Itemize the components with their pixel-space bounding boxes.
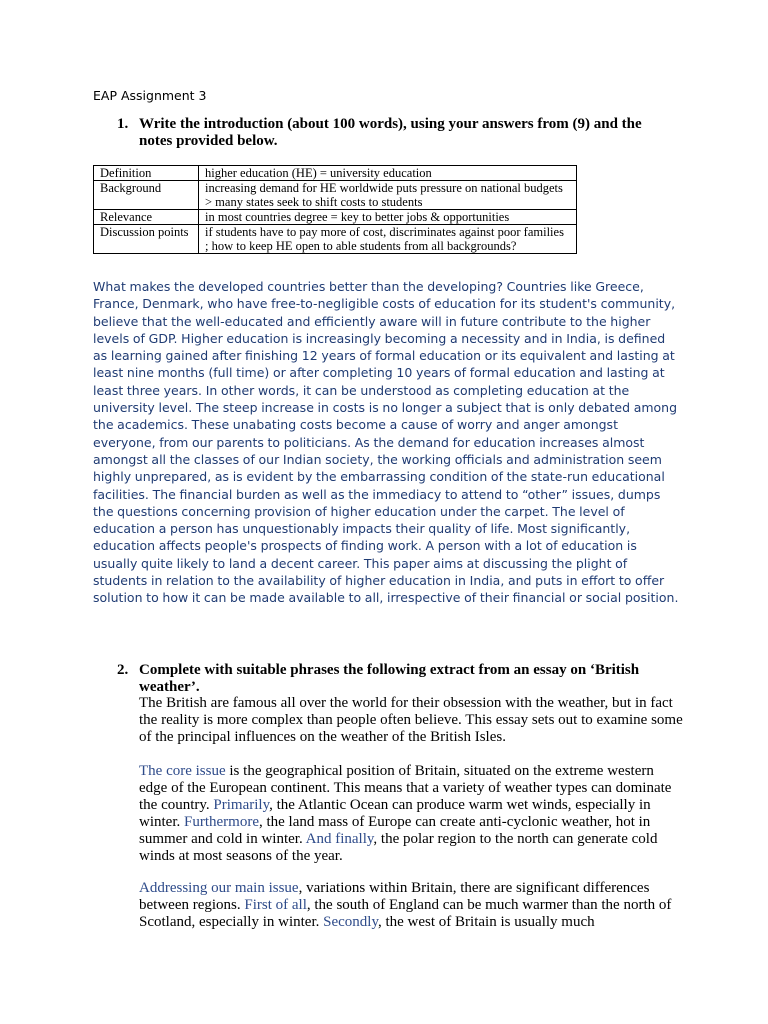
question-1-number: 1. [117,116,129,132]
essay-text: , the west of Britain is usually much [377,914,595,930]
row-value: in most countries degree = key to better jobs & opportunities [199,210,577,225]
essay-text: , the south of England can be much warmer than the north of Scotland, especially in winter. [139,897,672,930]
filled-phrase: Addressing our main issue [139,880,299,896]
row-label: Definition [94,166,199,181]
filled-phrase: Secondly [323,914,378,930]
row-label: Discussion points [94,225,199,254]
question-1-text: Write the introduction (about 100 words), using your answers from (9) and the notes provided below. [139,116,642,149]
document-header: EAP Assignment 3 [93,88,207,103]
essay-text: , the land mass of Europe can create anti-cyclonic weather, hot in summer and cold in winter. [139,814,651,847]
table-row [94,210,577,225]
essay-text: , variations within Britain, there are significant differences between regions. [139,880,650,913]
table-row [94,181,577,210]
filled-phrase: And finally [305,831,374,847]
row-value: higher education (HE) = university education [199,166,577,181]
essay-paragraph-3 [139,880,684,931]
filled-phrase: Furthermore [184,814,259,830]
essay-text: is the geographical position of Britain, situated on the extreme western edge of the European continent. This means that a variety of weather types can dominate the country. [139,763,672,813]
question-2 [117,662,677,696]
question-1 [117,116,677,150]
filled-phrase: The core issue [139,763,226,779]
essay-paragraph-1: The British are famous all over the world for their obsession with the weather, but in fact the reality is more complex than people often believe. This essay sets out to examine some of the principal influences on the weather of the British Isles. [139,695,683,745]
essay-paragraph-2 [139,763,684,865]
essay-text: , the Atlantic Ocean can produce warm wet winds, especially in winter. [139,797,651,830]
table-row [94,166,577,181]
essay-text: , the polar region to the north can generate cold winds at most seasons of the year. [139,831,658,864]
row-label: Background [94,181,199,210]
filled-phrase: Primarily [213,797,270,813]
filled-phrase: First of all [244,897,307,913]
question-2-number: 2. [117,662,129,678]
row-value: increasing demand for HE worldwide puts pressure on national budgets > many states seek to shift costs to students [199,181,577,210]
notes-table [93,165,577,254]
table-row [94,225,577,254]
row-label: Relevance [94,210,199,225]
row-value: if students have to pay more of cost, discriminates against poor families ; how to keep HE open to able students from all backgrounds? [199,225,577,254]
answer-1-paragraph: What makes the developed countries better than the developing? Countries like Greece, France, Denmark, who have free-to-negligible costs of education for its student's community, believe that the well-educated and efficiently aware will in future contribute to the higher levels of GDP. Higher education is increasingly becoming a necessity and in India, is defined as learning gained after finishing 12 years of formal education or its equivalent and lasting at least nine months (full time) or after completing 10 years of formal education and lasting at least three years. In other words, it can be understood as completing education at the university level. The steep increase in costs is no longer a subject that is only debated among the academics. These unabating costs become a cause of worry and anger amongst everyone, from our parents to politicians. As the demand for education increases almost amongst all the classes of our Indian society, the working officials and administration seem highly unprepared, as is evident by the embarrassing condition of the state-run educational facilities. The financial burden as well as the immediacy to attend to “other” issues, dumps the questions concerning provision of higher education under the carpet. The level of education a person has unquestionably impacts their quality of life. Most significantly, education affects people's prospects of finding work. A person with a lot of education is usually quite likely to land a decent career. This paper aims at discussing the plight of students in relation to the availability of higher education in India, and puts in effort to offer solution to how it can be made available to all, irrespective of their financial or social position. [93,279,679,606]
question-2-text: Complete with suitable phrases the following extract from an essay on ‘British weather’. [139,662,640,695]
